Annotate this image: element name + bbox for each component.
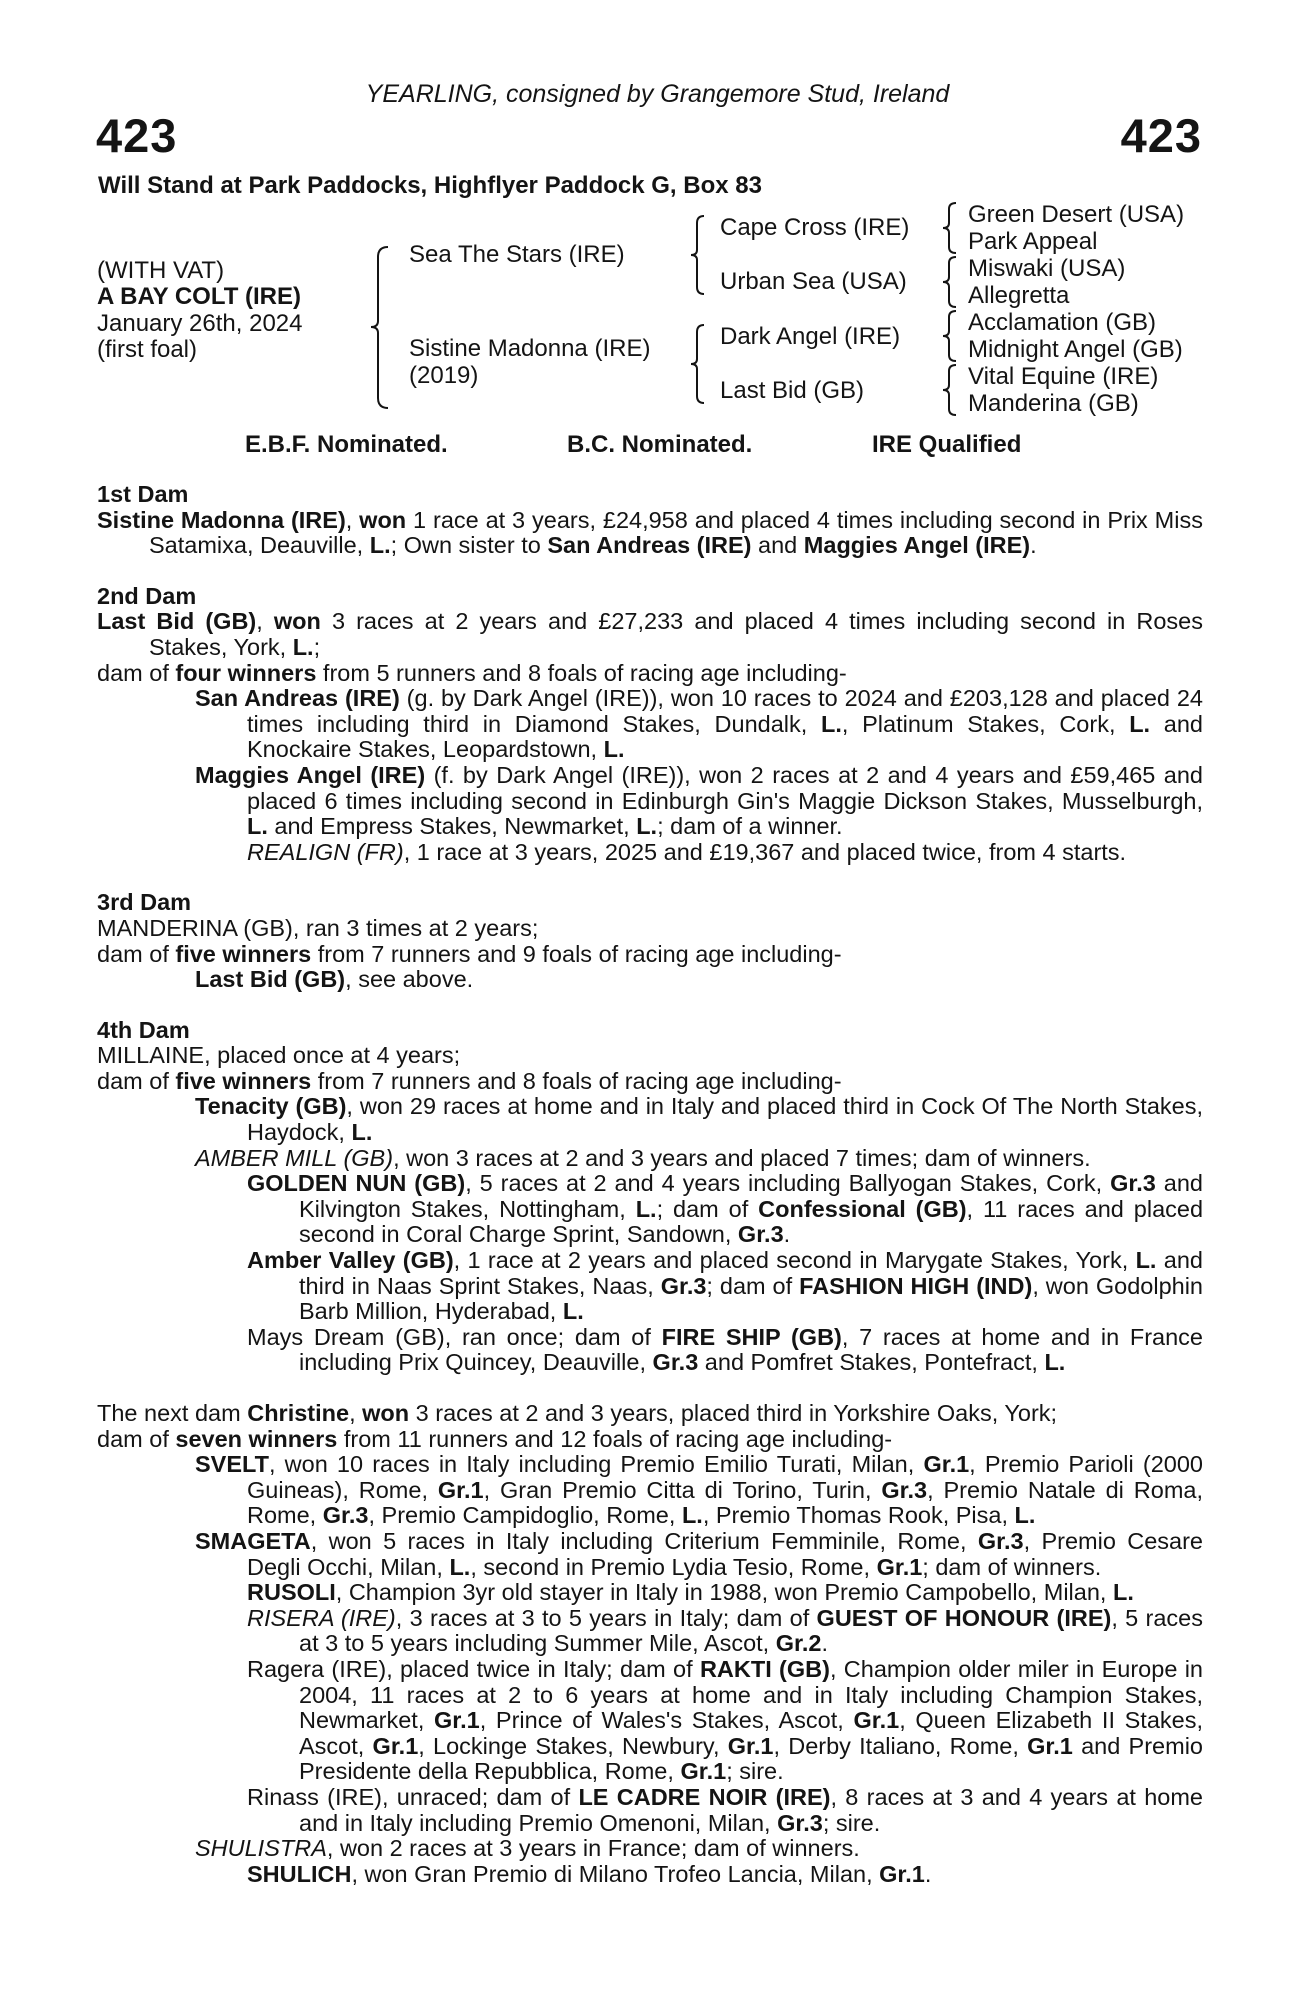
pedigree-brace-g2 [940, 255, 960, 309]
ancestor-g3-8: Manderina (GB) [968, 390, 1139, 417]
pedigree-paragraph: Last Bid (GB), see above. [195, 966, 474, 993]
foaling-date: January 26th, 2024 [97, 310, 303, 337]
pedigree-paragraph: Mays Dream (GB), ran once; dam of FIRE SHIP (GB), 7 races at home and in France including Prix Quincey, Deauville, Gr.3 and Pomfret Stakes, Pontefract, L. [247, 1323, 1203, 1376]
pedigree-paragraph: SVELT, won 10 races in Italy including Premio Emilio Turati, Milan, Gr.1, Premio Parioli (2000 Guineas), Rome, Gr.1, Gran Premio Citta di Torino, Turin, Gr.3, Premio Natale di Roma, Rome, Gr.3, Premio Campidoglio, Rome, L., Premio Thomas Rook, Pisa, L. [195, 1451, 1203, 1529]
sire-name: Sea The Stars (IRE) [409, 241, 625, 268]
pedigree-paragraph: dam of five winners from 7 runners and 9 foals of racing age including- [97, 940, 842, 967]
pedigree-brace-g4 [940, 363, 960, 417]
pedigree-paragraph: Sistine Madonna (IRE), won 1 race at 3 years, £24,958 and placed 4 times including second in Prix Miss Satamixa, Deauville, L.; Own sister to San Andreas (IRE) and Maggies Angel (IRE). [97, 506, 1203, 559]
pedigree-paragraph: Tenacity (GB), won 29 races at home and in Italy and placed third in Cock Of The North Stakes, Haydock, L. [195, 1093, 1203, 1146]
pedigree-paragraph: MILLAINE, placed once at 4 years; [97, 1042, 461, 1069]
dam-sire-name: Dark Angel (IRE) [720, 323, 901, 350]
pedigree-paragraph: San Andreas (IRE) (g. by Dark Angel (IRE)), won 10 races to 2024 and £203,128 and placed 24 times including third in Diamond Stakes, Dundalk, L., Platinum Stakes, Cork, L. and Knockaire Stakes, Leopardstown, L. [195, 685, 1203, 763]
ancestor-g3-6: Midnight Angel (GB) [968, 336, 1183, 363]
pedigree-paragraph: Amber Valley (GB), 1 race at 2 years and placed second in Marygate Stakes, York, L. and third in Naas Sprint Stakes, Naas, Gr.3; dam of FASHION HIGH (IND), won Godolphin Barb Million, Hyderabad, L. [247, 1247, 1203, 1325]
pedigree-paragraph: dam of seven winners from 11 runners and 12 foals of racing age including- [97, 1425, 893, 1452]
pedigree-paragraph: GOLDEN NUN (GB), 5 races at 2 and 4 years including Ballyogan Stakes, Cork, Gr.3 and Kilvington Stakes, Nottingham, L.; dam of Confessional (GB), 11 races and placed second in Coral Charge Sprint, Sandown, Gr.3. [247, 1170, 1204, 1248]
pedigree-brace-dam [688, 323, 708, 405]
catalogue-subtitle: YEARLING, consigned by Grangemore Stud, Ireland [365, 80, 950, 108]
stand-location: Will Stand at Park Paddocks, Highflyer Paddock G, Box 83 [98, 172, 762, 199]
section-heading: 2nd Dam [97, 582, 197, 609]
pedigree-paragraph: dam of five winners from 7 runners and 8 foals of racing age including- [97, 1067, 842, 1094]
horse-name: A BAY COLT (IRE) [97, 283, 302, 310]
pedigree-paragraph: REALIGN (FR), 1 race at 3 years, 2025 and £19,367 and placed twice, from 4 starts. [247, 838, 1127, 865]
catalogue-body [97, 482, 1203, 1887]
dam-name: Sistine Madonna (IRE) [409, 335, 651, 362]
ebf-nomination: E.B.F. Nominated. [245, 431, 448, 458]
pedigree-paragraph: Rinass (IRE), unraced; dam of LE CADRE NOIR (IRE), 8 races at 3 and 4 years at home and in Italy including Premio Omenoni, Milan, Gr.3; sire. [247, 1783, 1203, 1836]
section-heading: 4th Dam [97, 1016, 190, 1043]
ancestor-g3-2: Park Appeal [968, 228, 1098, 255]
ire-qualified: IRE Qualified [872, 431, 1022, 458]
ancestor-g3-7: Vital Equine (IRE) [968, 363, 1159, 390]
pedigree-paragraph: AMBER MILL (GB), won 3 races at 2 and 3 years and placed 7 times; dam of winners. [195, 1144, 1091, 1171]
dam-year: (2019) [409, 362, 479, 389]
ancestor-g3-3: Miswaki (USA) [968, 255, 1126, 282]
pedigree-brace-g1 [940, 201, 960, 255]
lot-number-right: 423 [1120, 109, 1202, 162]
ancestor-g3-5: Acclamation (GB) [968, 309, 1157, 336]
pedigree-paragraph: SHULISTRA, won 2 races at 3 years in France; dam of winners. [195, 1835, 860, 1862]
pedigree-brace-main [368, 245, 392, 410]
section-heading: 3rd Dam [97, 889, 192, 916]
ancestor-g3-1: Green Desert (USA) [968, 201, 1185, 228]
pedigree-paragraph: MANDERINA (GB), ran 3 times at 2 years; [97, 914, 539, 941]
ancestor-g3-4: Allegretta [968, 282, 1070, 309]
pedigree-paragraph: dam of four winners from 5 runners and 8 foals of racing age including- [97, 659, 847, 686]
pedigree-paragraph: RUSOLI, Champion 3yr old stayer in Italy in 1988, won Premio Campobello, Milan, L. [247, 1579, 1134, 1606]
bc-nomination: B.C. Nominated. [567, 431, 753, 458]
sire-sire-name: Cape Cross (IRE) [720, 214, 910, 241]
pedigree-paragraph: RISERA (IRE), 3 races at 3 to 5 years in Italy; dam of GUEST OF HONOUR (IRE), 5 races at 3 to 5 years including Summer Mile, Ascot, Gr.2. [247, 1604, 1204, 1657]
section-heading: 1st Dam [97, 481, 189, 507]
pedigree-brace-sire [688, 214, 708, 296]
pedigree-paragraph: Last Bid (GB), won 3 races at 2 years and £27,233 and placed 4 times including second in Roses Stakes, York, L.; [97, 608, 1203, 660]
dam-dam-name: Last Bid (GB) [720, 377, 865, 404]
pedigree-paragraph: Ragera (IRE), placed twice in Italy; dam of RAKTI (GB), Champion older miler in Europe in 2004, 11 races at 2 to 6 years at home and in Italy including Champion Stakes, Newmarket, Gr.1, Prince of Wales's Stakes, Ascot, Gr.1, Queen Elizabeth II Stakes, Ascot, Gr.1, Lockinge Stakes, Newbury, Gr.1, Derby Italiano, Rome, Gr.1 and Premio Presidente della Repubblica, Rome, Gr.1; sire. [247, 1655, 1203, 1785]
pedigree-paragraph: SHULICH, won Gran Premio di Milano Trofeo Lancia, Milan, Gr.1. [247, 1860, 932, 1887]
lot-number-left: 423 [96, 109, 178, 162]
pedigree-paragraph: Maggies Angel (IRE) (f. by Dark Angel (IRE)), won 2 races at 2 and 4 years and £59,465 and placed 6 times including second in Edinburgh Gin's Maggie Dickson Stakes, Musselburgh, L. and Empress Stakes, Newmarket, L.; dam of a winner. [195, 761, 1203, 840]
vat-note: (WITH VAT) [97, 257, 225, 284]
pedigree-paragraph: SMAGETA, won 5 races in Italy including Criterium Femminile, Rome, Gr.3, Premio Cesare Degli Occhi, Milan, L., second in Premio Lydia Tesio, Rome, Gr.1; dam of winners. [195, 1527, 1203, 1580]
pedigree-paragraph: The next dam Christine, won 3 races at 2 and 3 years, placed third in Yorkshire Oaks, York; [97, 1400, 1058, 1426]
sire-dam-name: Urban Sea (USA) [720, 268, 907, 295]
foal-note: (first foal) [97, 336, 198, 363]
pedigree-brace-g3 [940, 309, 960, 363]
